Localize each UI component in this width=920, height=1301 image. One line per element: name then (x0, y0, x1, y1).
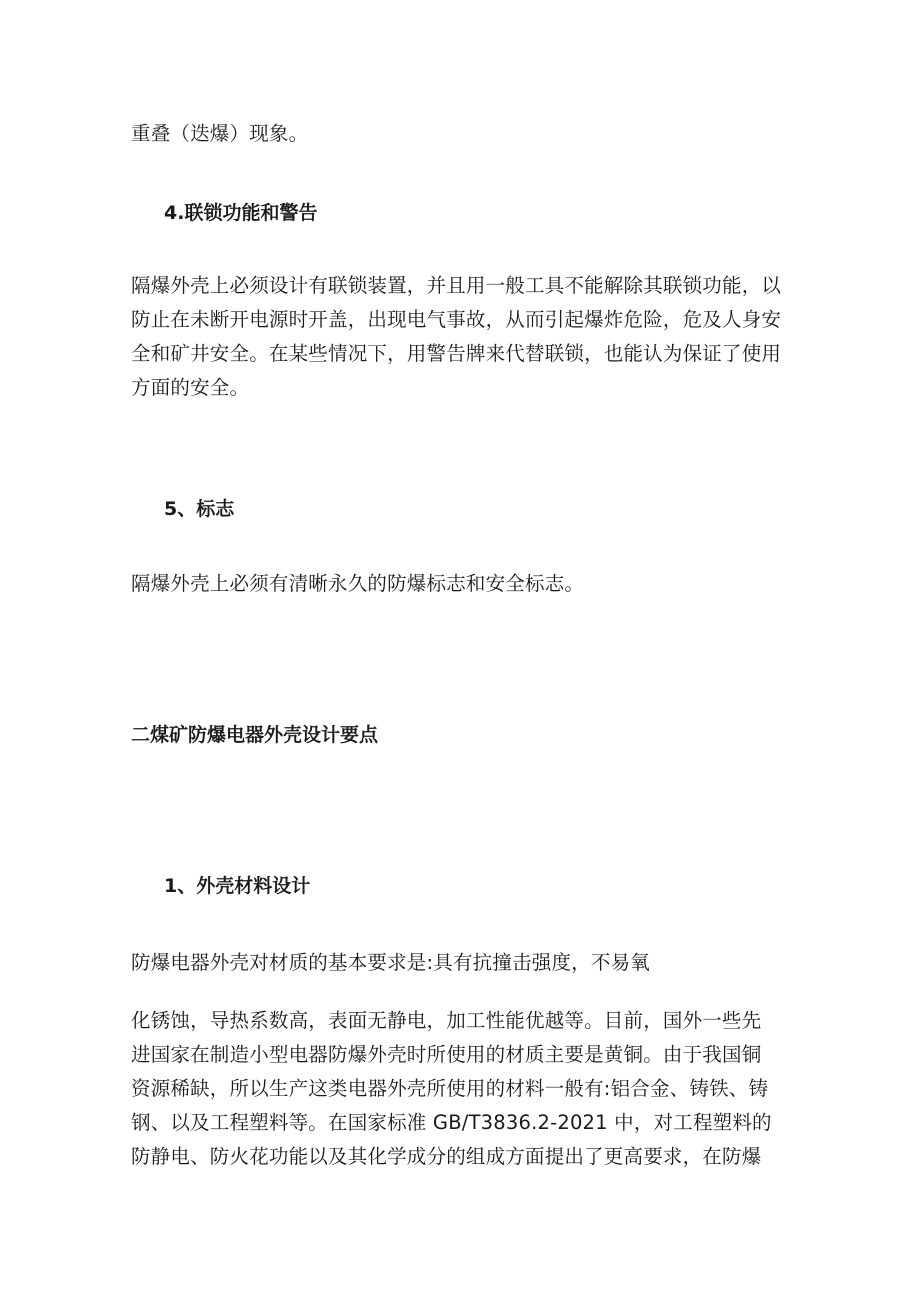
paragraph-interlock (131, 269, 803, 405)
paragraph-overlap (131, 117, 803, 151)
text-line: 进国家在制造小型电器防爆外壳时所使用的材质主要是黄铜。由于我国铜 (131, 1043, 762, 1066)
text-line: 方面的安全。 (131, 376, 250, 399)
text-line: 隔爆外壳上必须设计有联锁装置，并且用一般工具不能解除其联锁功能，以 (131, 274, 782, 297)
text-line: 资源稀缺，所以生产这类电器外壳所使用的材料一般有:铝合金、铸铁、铸 (131, 1077, 769, 1100)
paragraph-material-intro (131, 946, 803, 980)
paragraph-material-detail (131, 1004, 803, 1174)
text-line: 钢、以及工程塑料等。在国家标准 GB/T3836.2-2021 中，对工程塑料的 (131, 1111, 772, 1134)
text-line: 重叠（迭爆）现象。 (131, 122, 309, 145)
text-line: 隔爆外壳上必须有清晰永久的防爆标志和安全标志。 (131, 572, 585, 595)
heading-material-design: 1、外壳材料设计 (164, 875, 311, 897)
heading-interlock-warning: 4.联锁功能和警告 (164, 202, 318, 224)
text-line: 防止在未断开电源时开盖，出现电气事故，从而引起爆炸危险，危及人身安 (131, 308, 782, 331)
text-line: 化锈蚀，导热系数高，表面无静电，加工性能优越等。目前，国外一些先 (131, 1009, 762, 1032)
paragraph-marking (131, 567, 803, 601)
text-line: 全和矿井安全。在某些情况下，用警告牌来代替联锁，也能认为保证了使用 (131, 342, 782, 365)
section-title: 二煤矿防爆电器外壳设计要点 (131, 724, 379, 746)
heading-marking: 5、标志 (164, 498, 235, 520)
text-line: 防爆电器外壳对材质的基本要求是:具有抗撞击强度，不易氧 (131, 951, 650, 974)
text-line: 防静电、防火花功能以及其化学成分的组成方面提出了更高要求，在防爆 (131, 1145, 762, 1168)
